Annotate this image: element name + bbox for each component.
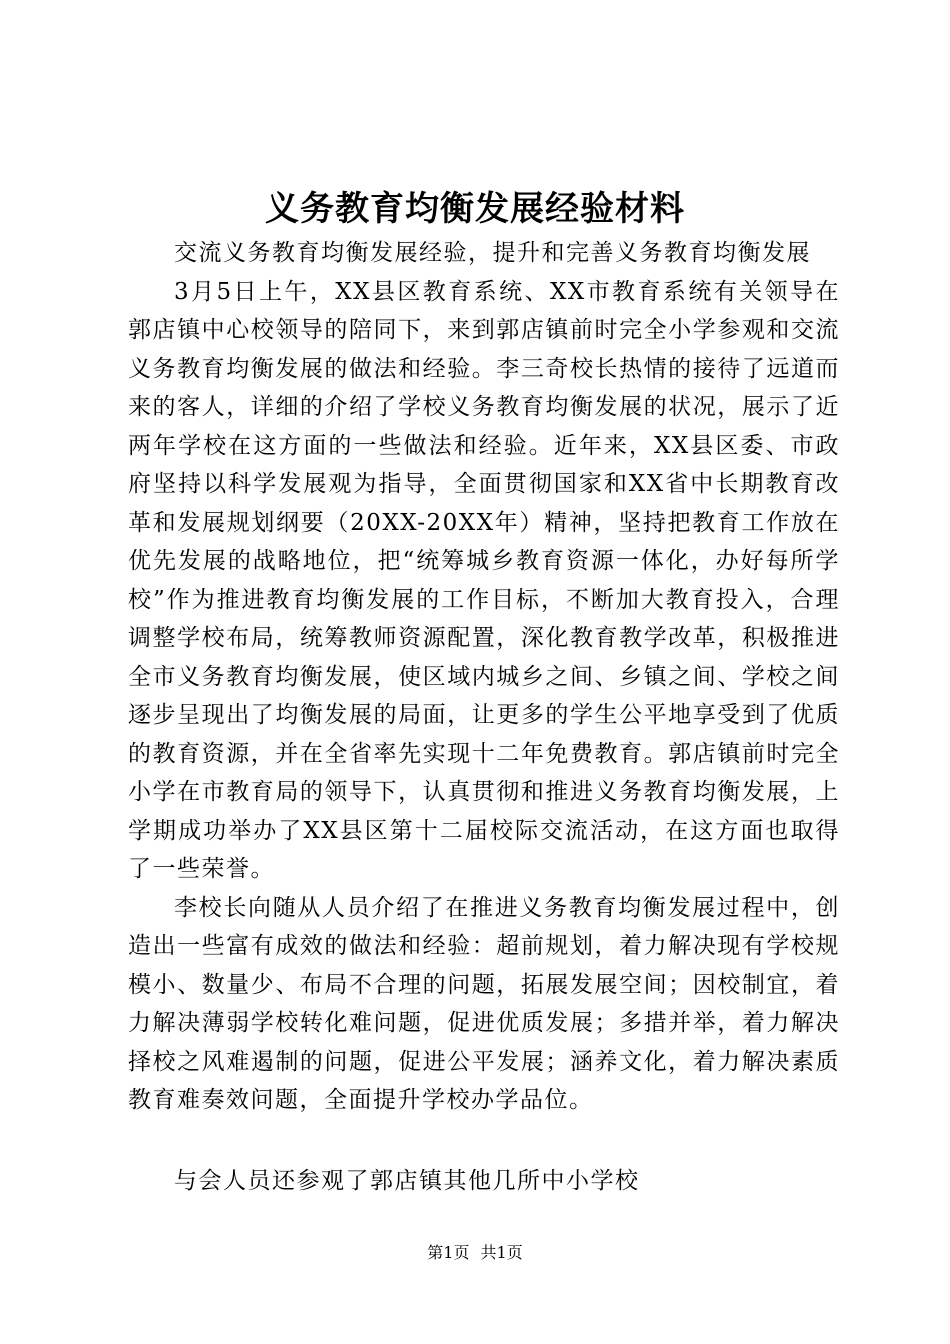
- paragraph-experience: 李校长向随从人员介绍了在推进义务教育均衡发展过程中，创造出一些富有成效的做法和经验：超前规划，着力解决现有学校规模小、数量少、布局不合理的问题，拓展发展空间；因校制宜，着力解决薄弱学校转化难问题，促进优质发展；多措并举，着力解决择校之风难遏制的问题，促进公平发展；涵养文化，着力解决素质教育难奏效问题，全面提升学校办学品位。: [128, 894, 840, 1113]
- paragraph-subtitle: 交流义务教育均衡发展经验，提升和完善义务教育均衡发展: [174, 240, 811, 266]
- page-total: 共1页: [480, 1243, 523, 1262]
- paragraph-closing: 与会人员还参观了郭店镇其他几所中小学校: [174, 1167, 640, 1194]
- document-body: [128, 234, 840, 1200]
- document-title: 义务教育均衡发展经验材料: [265, 189, 685, 229]
- paragraph-spacer: [128, 1120, 840, 1162]
- paragraph-visit: 3月5日上午，XX县区教育系统、XX市教育系统有关领导在郭店镇中心校领导的陪同下，来到郭店镇前时完全小学参观和交流义务教育均衡发展的做法和经验。李三奇校长热情的接待了远道而来的客人，详细的介绍了学校义务教育均衡发展的状况，展示了近两年学校在这方面的一些做法和经验。近年来，XX县区委、市政府坚持以科学发展观为指导，全面贯彻国家和XX省中长期教育改革和发展规划纲要（20XX-20XX年）精神，坚持把教育工作放在优先发展的战略地位，把“统筹城乡教育资源一体化，办好每所学校”作为推进教育均衡发展的工作目标，不断加大教育投入，合理调整学校布局，统筹教师资源配置，深化教育教学改革，积极推进全市义务教育均衡发展，使区域内城乡之间、乡镇之间、学校之间逐步呈现出了均衡发展的局面，让更多的学生公平地享受到了优质的教育资源，并在全省率先实现十二年免费教育。郭店镇前时完全小学在市教育局的领导下，认真贯彻和推进义务教育均衡发展，上学期成功举办了XX县区第十二届校际交流活动，在这方面也取得了一些荣誉。: [128, 278, 840, 882]
- page-number: 第1页: [427, 1243, 470, 1262]
- page-footer: [0, 1242, 950, 1264]
